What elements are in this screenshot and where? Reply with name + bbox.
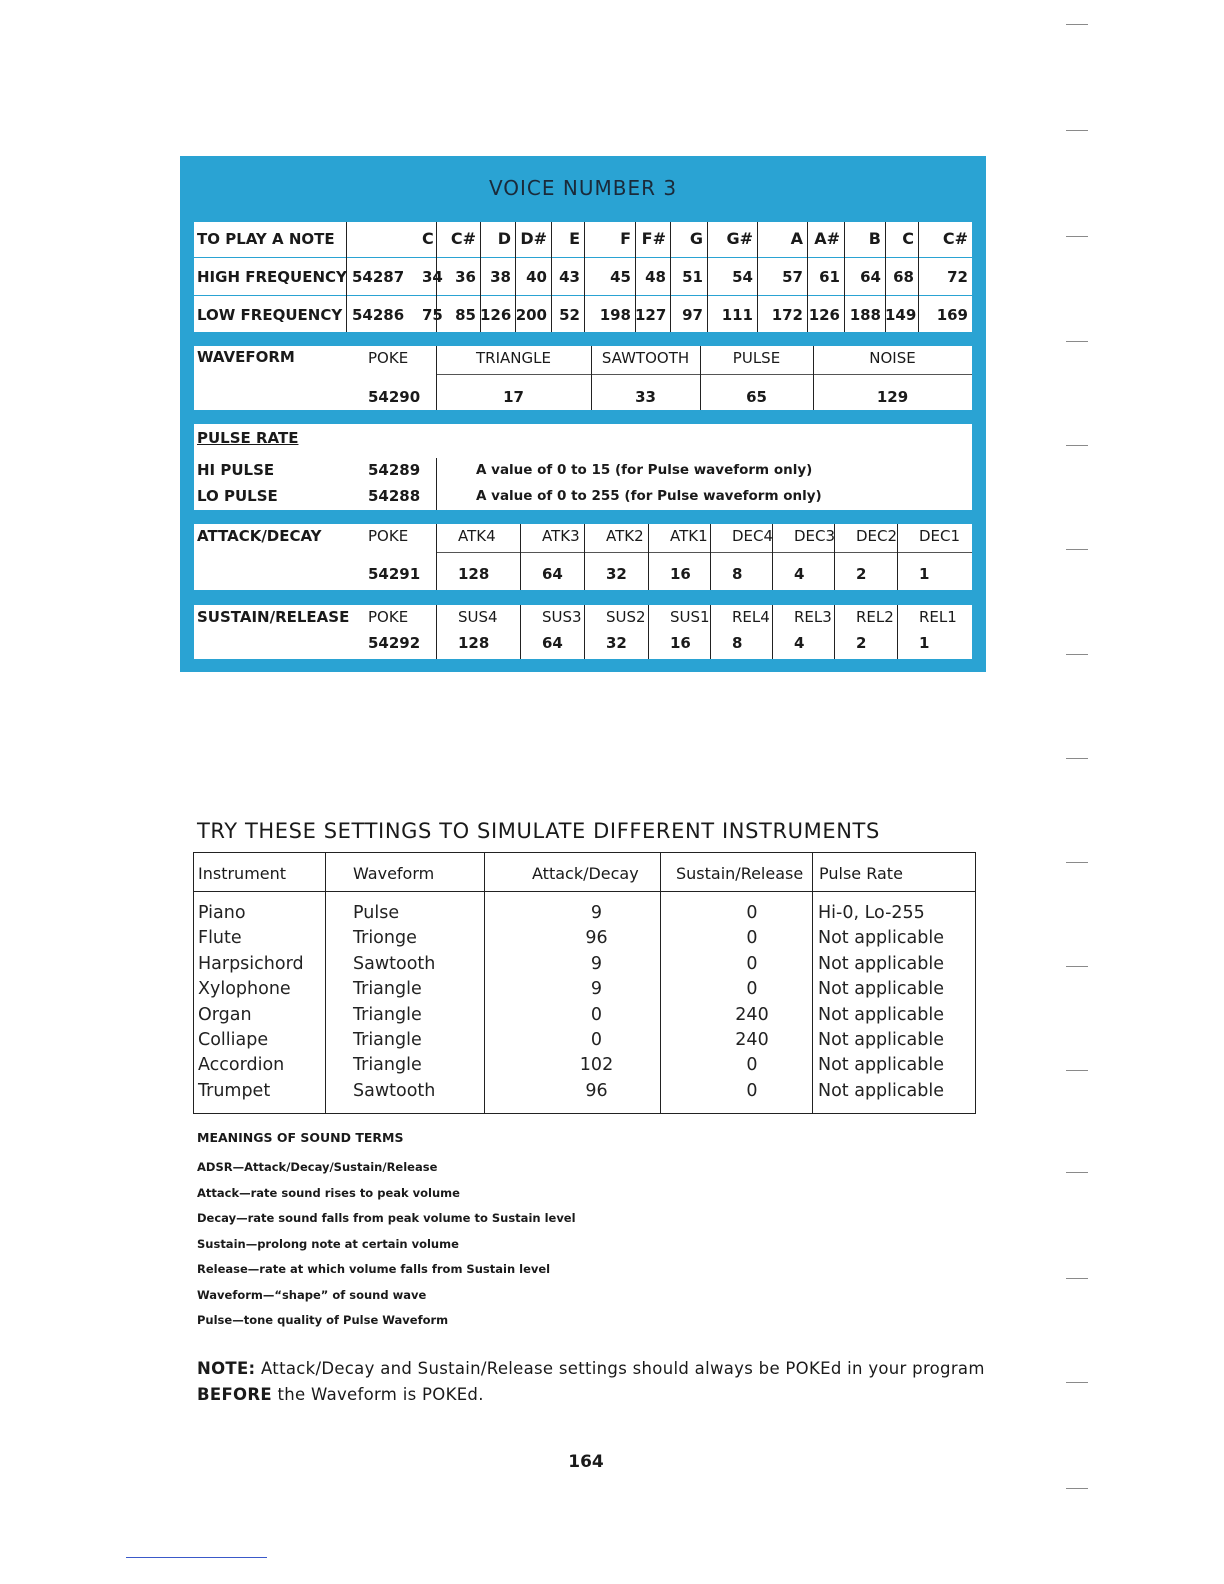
low-frequency-cell: 169 xyxy=(936,306,968,324)
frequency-table xyxy=(194,222,972,332)
waveform-type-noise: NOISE xyxy=(869,349,916,367)
sustain-release-poke-label: POKE xyxy=(368,608,409,626)
note-cell: C# xyxy=(942,229,968,248)
sustain-release-value-cell: 8 xyxy=(732,634,743,652)
instrument-cell-pulse-rate: Not applicable xyxy=(818,1055,944,1076)
high-frequency-cell: 45 xyxy=(610,268,631,286)
header-instrument: Instrument xyxy=(198,864,287,883)
instrument-cell-waveform: Triangle xyxy=(353,1030,422,1050)
sustain-release-label: SUSTAIN/RELEASE xyxy=(197,608,350,626)
note-cell: G# xyxy=(726,229,753,248)
waveform-type-pulse: PULSE xyxy=(732,349,781,367)
attack-decay-address: 54291 xyxy=(368,565,421,583)
header-pulse-rate: Pulse Rate xyxy=(819,864,903,883)
lo-pulse-label: LO PULSE xyxy=(197,487,278,505)
low-frequency-cell: 111 xyxy=(721,306,753,324)
sustain-release-col-divider xyxy=(772,605,773,659)
low-frequency-cell: 127 xyxy=(635,306,667,324)
sustain-release-value-cell: 1 xyxy=(919,634,930,652)
sustain-release-col-divider xyxy=(834,605,835,659)
instrument-cell-instrument: Accordion xyxy=(198,1055,285,1076)
terms-heading: MEANINGS OF SOUND TERMS xyxy=(197,1130,404,1145)
pulse-rate-label: PULSE RATE xyxy=(197,429,299,447)
low-frequency-cell: 97 xyxy=(682,306,703,324)
note-cell: F xyxy=(620,229,631,248)
high-frequency-cell: 51 xyxy=(682,268,703,286)
sustain-release-name-cell: SUS1 xyxy=(670,608,710,626)
low-frequency-cell: 172 xyxy=(771,306,803,324)
note-before: BEFORE xyxy=(197,1385,272,1404)
page-number: 164 xyxy=(568,1452,604,1472)
attack-decay-col-divider xyxy=(584,524,585,590)
instrument-cell-attack-decay: 96 xyxy=(585,928,608,949)
hi-pulse-address: 54289 xyxy=(368,461,421,479)
voice-title: VOICE NUMBER 3 xyxy=(488,176,678,200)
sustain-release-col-divider xyxy=(648,605,649,659)
note-cell: D# xyxy=(520,229,547,248)
instrument-cell-instrument: Flute xyxy=(198,928,242,949)
attack-decay-col-divider xyxy=(648,524,649,590)
attack-decay-col-divider xyxy=(436,524,437,590)
instrument-cell-instrument: Organ xyxy=(198,1004,252,1025)
sustain-release-value-cell: 4 xyxy=(794,634,805,652)
instrument-cell-waveform: Triangle xyxy=(353,1055,422,1076)
instrument-cell-sustain-release: 0 xyxy=(746,903,758,923)
waveform-type-triangle: TRIANGLE xyxy=(476,349,551,367)
term-item: Release—rate at which volume falls from Sustain level xyxy=(197,1262,551,1276)
attack-decay-col-divider xyxy=(710,524,711,590)
instruments-title: TRY THESE SETTINGS TO SIMULATE DIFFERENT INSTRUMENTS xyxy=(197,819,880,843)
instrument-cell-pulse-rate: Not applicable xyxy=(818,928,944,949)
high-frequency-cell: 34 xyxy=(422,268,443,286)
voice-panel xyxy=(180,156,986,672)
sustain-release-col-divider xyxy=(897,605,898,659)
waveform-value-sawtooth: 33 xyxy=(635,388,656,406)
instrument-cell-sustain-release: 240 xyxy=(735,1030,769,1050)
instrument-cell-waveform: Triangle xyxy=(353,1004,422,1025)
note-cell: C xyxy=(422,229,434,248)
waveform-label: WAVEFORM xyxy=(197,348,295,366)
instrument-cell-sustain-release: 0 xyxy=(746,1055,758,1076)
instrument-cell-sustain-release: 0 xyxy=(746,953,758,974)
instrument-cell-instrument: Xylophone xyxy=(198,979,291,1000)
sustain-release-value-cell: 2 xyxy=(856,634,867,652)
sustain-release-value-cell: 64 xyxy=(542,634,563,652)
note-cell: A# xyxy=(814,229,840,248)
attack-decay-value-cell: 64 xyxy=(542,565,563,583)
pulse-rate-table xyxy=(194,424,972,510)
attack-decay-name-cell: DEC4 xyxy=(732,527,774,545)
low-frequency-cell: 85 xyxy=(455,306,476,324)
attack-decay-value-cell: 2 xyxy=(856,565,867,583)
header-waveform: Waveform xyxy=(353,864,435,883)
sustain-release-name-cell: REL1 xyxy=(919,608,957,626)
note-cell: C# xyxy=(450,229,476,248)
instrument-cell-attack-decay: 0 xyxy=(590,1030,603,1050)
instrument-cell-pulse-rate: Not applicable xyxy=(818,953,944,974)
instrument-cell-waveform: Sawtooth xyxy=(353,1080,436,1101)
instrument-cell-waveform: Sawtooth xyxy=(353,953,436,974)
instrument-cell-pulse-rate: Not applicable xyxy=(818,1030,944,1050)
attack-decay-value-cell: 1 xyxy=(919,565,930,583)
attack-decay-value-cell: 4 xyxy=(794,565,805,583)
hi-pulse-label: HI PULSE xyxy=(197,461,275,479)
attack-decay-label: ATTACK/DECAY xyxy=(197,527,322,545)
sustain-release-name-cell: SUS4 xyxy=(458,608,498,626)
header-sustain-release: Sustain/Release xyxy=(676,864,804,883)
note-text-1: Attack/Decay and Sustain/Release settings should always be POKEd in your program xyxy=(255,1359,985,1378)
attack-decay-poke-label: POKE xyxy=(368,527,409,545)
attack-decay-col-divider xyxy=(897,524,898,590)
low-frequency-cell: 126 xyxy=(480,306,512,324)
instrument-cell-instrument: Piano xyxy=(198,903,246,923)
waveform-table xyxy=(194,346,972,410)
note-cell: F# xyxy=(641,229,666,248)
note-line-2 xyxy=(197,1385,484,1404)
instrument-cell-pulse-rate: Not applicable xyxy=(818,1080,944,1101)
sustain-release-value-cell: 128 xyxy=(458,634,490,652)
attack-decay-name-cell: ATK1 xyxy=(670,527,708,545)
attack-decay-name-cell: DEC1 xyxy=(919,527,961,545)
instrument-cell-sustain-release: 240 xyxy=(735,1004,769,1025)
sustain-release-name-cell: SUS3 xyxy=(542,608,582,626)
note-text-2: the Waveform is POKEd. xyxy=(271,1385,484,1404)
instrument-cell-waveform: Trionge xyxy=(353,928,417,949)
instrument-cell-attack-decay: 9 xyxy=(590,903,603,923)
note-cell: G xyxy=(689,229,703,248)
sustain-release-col-divider xyxy=(520,605,521,659)
attack-decay-name-cell: DEC3 xyxy=(794,527,836,545)
high-frequency-cell: 54 xyxy=(732,268,753,286)
high-frequency-cell: 36 xyxy=(455,268,476,286)
sustain-release-name-cell: REL4 xyxy=(732,608,770,626)
high-frequency-cell: 68 xyxy=(893,268,914,286)
lo-pulse-address: 54288 xyxy=(368,487,421,505)
header-attack-decay: Attack/Decay xyxy=(532,864,639,883)
note-line-1 xyxy=(197,1359,985,1378)
note-cell: D xyxy=(497,229,511,248)
instrument-cell-pulse-rate: Hi-0, Lo-255 xyxy=(818,903,925,923)
high-frequency-cell: 57 xyxy=(782,268,803,286)
attack-decay-name-cell: ATK2 xyxy=(606,527,644,545)
sustain-release-table xyxy=(194,605,972,659)
hi-pulse-description: A value of 0 to 15 (for Pulse waveform only) xyxy=(476,462,813,478)
high-frequency-address: 54287 xyxy=(352,268,405,286)
low-frequency-cell: 126 xyxy=(808,306,840,324)
instrument-cell-waveform: Pulse xyxy=(353,903,400,923)
high-frequency-cell: 64 xyxy=(860,268,881,286)
waveform-poke-label: POKE xyxy=(368,349,409,367)
sustain-release-value-cell: 16 xyxy=(670,634,691,652)
high-frequency-cell: 40 xyxy=(526,268,547,286)
attack-decay-name-cell: ATK4 xyxy=(458,527,496,545)
sustain-release-col-divider xyxy=(436,605,437,659)
term-item: Waveform—“shape” of sound wave xyxy=(197,1287,427,1302)
instrument-cell-attack-decay: 102 xyxy=(579,1055,614,1076)
instrument-cell-instrument: Trumpet xyxy=(198,1080,271,1101)
sustain-release-name-cell: SUS2 xyxy=(606,608,646,626)
bottom-rule xyxy=(126,1557,267,1558)
instrument-cell-instrument: Harpsichord xyxy=(198,953,304,974)
term-item: Decay—rate sound falls from peak volume to Sustain level xyxy=(197,1211,576,1225)
note-label: NOTE: xyxy=(197,1359,256,1378)
waveform-value-triangle: 17 xyxy=(503,388,524,406)
attack-decay-value-cell: 32 xyxy=(606,565,627,583)
high-frequency-cell: 48 xyxy=(645,268,666,286)
instrument-cell-sustain-release: 0 xyxy=(746,928,758,949)
low-frequency-cell: 200 xyxy=(515,306,547,324)
waveform-value-pulse: 65 xyxy=(746,388,767,406)
low-frequency-label: LOW FREQUENCY xyxy=(197,306,343,324)
high-frequency-label: HIGH FREQUENCY xyxy=(197,268,347,286)
note-cell: E xyxy=(569,229,580,248)
waveform-type-sawtooth: SAWTOOTH xyxy=(601,349,690,367)
lo-pulse-description: A value of 0 to 255 (for Pulse waveform only) xyxy=(476,488,822,504)
sustain-release-name-cell: REL2 xyxy=(856,608,894,626)
attack-decay-value-cell: 8 xyxy=(732,565,743,583)
low-frequency-cell: 198 xyxy=(599,306,631,324)
high-frequency-cell: 72 xyxy=(947,268,968,286)
instrument-cell-instrument: Colliape xyxy=(198,1030,269,1050)
instrument-cell-sustain-release: 0 xyxy=(746,1080,758,1101)
note-row-label: TO PLAY A NOTE xyxy=(197,230,335,248)
note-cell: B xyxy=(868,229,881,248)
instruments-table xyxy=(193,852,976,1114)
term-item: Sustain—prolong note at certain volume xyxy=(197,1236,459,1251)
sustain-release-name-cell: REL3 xyxy=(794,608,832,626)
attack-decay-col-divider xyxy=(520,524,521,590)
low-frequency-address: 54286 xyxy=(352,306,405,324)
instrument-cell-sustain-release: 0 xyxy=(746,979,758,1000)
low-frequency-cell: 52 xyxy=(559,306,580,324)
instrument-cell-attack-decay: 0 xyxy=(590,1004,603,1025)
low-frequency-cell: 149 xyxy=(885,306,917,324)
waveform-value-noise: 129 xyxy=(876,388,909,406)
note-cell: C xyxy=(902,229,914,248)
waveform-address: 54290 xyxy=(368,388,421,406)
high-frequency-cell: 38 xyxy=(490,268,511,286)
instrument-cell-pulse-rate: Not applicable xyxy=(818,1004,944,1025)
term-item: Pulse—tone quality of Pulse Waveform xyxy=(197,1313,449,1327)
instrument-cell-attack-decay: 96 xyxy=(585,1080,608,1101)
instrument-cell-attack-decay: 9 xyxy=(590,979,603,1000)
attack-decay-name-cell: DEC2 xyxy=(856,527,898,545)
attack-decay-value-cell: 128 xyxy=(458,565,490,583)
term-item: Attack—rate sound rises to peak volume xyxy=(197,1185,460,1200)
term-item: ADSR—Attack/Decay/Sustain/Release xyxy=(197,1160,438,1174)
instrument-cell-attack-decay: 9 xyxy=(590,953,603,974)
instrument-cell-waveform: Triangle xyxy=(353,979,422,1000)
note-cell: A xyxy=(790,229,803,248)
sustain-release-col-divider xyxy=(710,605,711,659)
high-frequency-cell: 61 xyxy=(819,268,840,286)
high-frequency-cell: 43 xyxy=(559,268,580,286)
sustain-release-value-cell: 32 xyxy=(606,634,627,652)
attack-decay-table xyxy=(194,524,972,590)
low-frequency-cell: 75 xyxy=(422,306,443,324)
low-frequency-cell: 188 xyxy=(849,306,881,324)
sustain-release-address: 54292 xyxy=(368,634,421,652)
attack-decay-value-cell: 16 xyxy=(670,565,691,583)
instrument-cell-pulse-rate: Not applicable xyxy=(818,979,944,1000)
attack-decay-name-cell: ATK3 xyxy=(542,527,580,545)
sustain-release-col-divider xyxy=(584,605,585,659)
